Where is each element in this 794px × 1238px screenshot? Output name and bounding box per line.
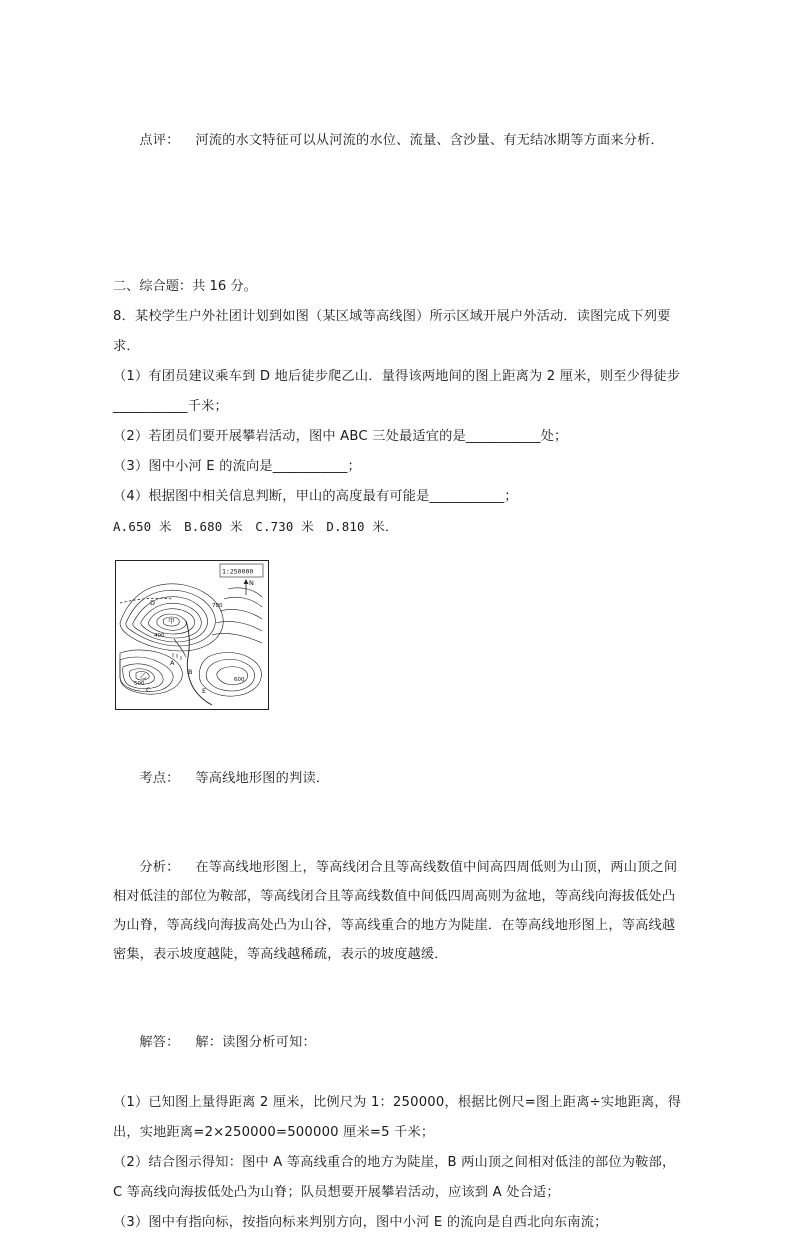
contour-map xyxy=(115,560,269,710)
contour-600: 600 xyxy=(234,677,245,683)
jieda-label: 解答： xyxy=(139,1035,180,1050)
comment-label: 点评： xyxy=(139,133,180,148)
label-E: E xyxy=(202,687,207,695)
scale-box xyxy=(220,564,263,577)
jieda-step-3: （3）图中有指向标，按指向标来判别方向，图中小河 E 的流向是自西北向东南流； xyxy=(113,1215,608,1230)
label-jia: 甲 xyxy=(168,617,175,625)
question-number: 8． xyxy=(113,309,135,324)
spacer xyxy=(113,186,683,272)
comment-line xyxy=(113,96,683,186)
contour-500: 500 xyxy=(134,681,145,687)
question-item-4: （4）根据图中相关信息判断，甲山的高度最有可能是___________； xyxy=(113,489,518,504)
svg-text:N: N xyxy=(249,579,254,587)
page-content xyxy=(113,96,683,1238)
jieda-line xyxy=(113,998,683,1088)
label-A: A xyxy=(170,659,175,667)
question-item-2: （2）若团员们要开展攀岩活动，图中 ABC 三处最适宜的是___________处； xyxy=(113,429,568,444)
label-C: C xyxy=(146,686,151,694)
comment-text: 河流的水文特征可以从河流的水位、流量、含沙量、有无结冰期等方面来分析． xyxy=(195,133,664,148)
question-item-1: （1）有团员建议乘车到 D 地后徒步爬乙山．量得该两地间的图上距离为 2 厘米，则至少得徒步___________千米； xyxy=(113,369,681,414)
contour-700: 700 xyxy=(212,603,223,609)
kaodian-label: 考点： xyxy=(139,771,180,786)
question-item-3: （3）图中小河 E 的流向是___________； xyxy=(113,459,361,474)
section-heading: 二、综合题：共 16 分。 xyxy=(113,279,257,294)
kaodian-text: 等高线地形图的判读． xyxy=(195,771,330,786)
question-options: A.650 米 B.680 米 C.730 米 D.810 米． xyxy=(113,519,398,534)
question-stem xyxy=(113,302,683,362)
label-yi: 乙 xyxy=(140,672,147,680)
kaodian-line xyxy=(113,734,683,824)
jieda-step-1: （1）已知图上量得距离 2 厘米，比例尺为 1：250000，根据比例尺=图上距离÷实地距离，得出，实地距离=2×250000=500000 厘米=5 千米； xyxy=(113,1095,682,1140)
contour-400: 400 xyxy=(154,633,165,639)
jieda-step-2: （2）结合图示得知：图中 A 等高线重合的地方为陡崖，B 两山顶之间相对低洼的部位为鞍部，C 等高线向海拔低处凸为山脊；队员想要开展攀岩活动，应该到 A 处合适； xyxy=(113,1155,676,1200)
fenxi-text: 在等高线地形图上，等高线闭合且等高线数值中间高四周低则为山顶，两山顶之间相对低洼的部位为鞍部，等高线闭合且等高线数值中间低四周高则为盆地，等高线向海拔低处凸为山脊，等高线向海拔高处凸为山谷，等高线重合的地方为陡崖．在等高线地形图上，等高线越密集，表示坡度越陡，等高线越稀疏，表示的坡度越缓． xyxy=(113,860,678,962)
label-B: B xyxy=(188,668,193,676)
jieda-lead: 解：读图分析可知： xyxy=(195,1035,316,1050)
figure-wrapper xyxy=(113,542,683,734)
fenxi-label: 分析： xyxy=(139,860,180,875)
svg-text:1:250000: 1:250000 xyxy=(222,567,254,576)
question-stem-text: 某校学生户外社团计划到如图（某区域等高线图）所示区域开展户外活动．读图完成下列要求． xyxy=(113,309,671,354)
fenxi-line xyxy=(113,824,683,998)
label-D: D xyxy=(150,599,156,607)
